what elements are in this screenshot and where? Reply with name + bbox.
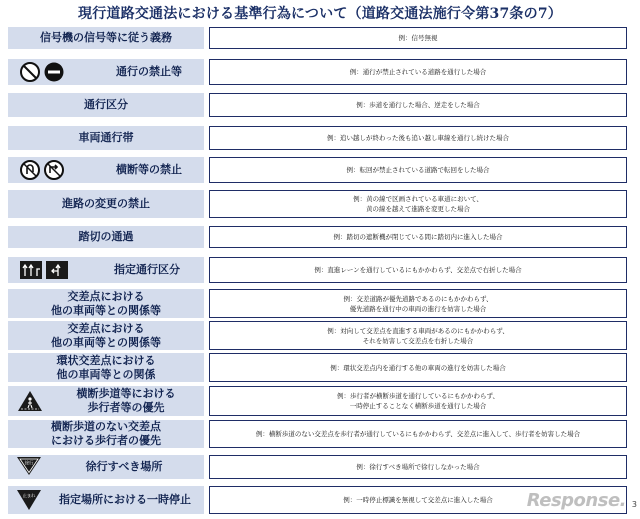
rule-label: 信号機の信号等に従う義務 (8, 27, 204, 49)
rule-label: 通行の禁止等 (8, 59, 204, 85)
rule-example: 例：歩行者が横断歩道を通行しているにもかかわらず、 一時停止することなく横断歩道を通行した場合 (209, 386, 627, 416)
rule-label: 車両通行帯 (8, 126, 204, 150)
rule-label: 踏切の通過 (8, 226, 204, 248)
rule-example: 例：直進レーンを通行しているにもかかわらず、交差点で右折した場合 (209, 257, 627, 283)
rule-label: 指定通行区分 (8, 257, 204, 283)
rule-label: 横断歩道等における 歩行者等の優先 (8, 386, 204, 416)
rule-label: 指定場所における一時停止 (8, 486, 204, 514)
lane-direction-sign-icon (20, 261, 42, 279)
no-vehicles-sign-icon (44, 62, 64, 82)
rule-example: 例：交差道路が優先道路であるのにもかかわらず、 優先道路を通行中の車両の進行を妨害した場合 (209, 289, 627, 318)
rule-label: 横断歩道のない交差点 における歩行者の優先 (8, 420, 204, 448)
rule-label: 徐行すべき場所 (8, 455, 204, 479)
svg-text:徐行: 徐行 (24, 461, 34, 467)
rule-example: 例：歩道を通行した場合、逆走をした場合 (209, 93, 627, 117)
rule-example: 例：転回が禁止されている道路で転回をした場合 (209, 157, 627, 183)
rule-example: 例：踏切の遮断機が閉じている間に踏切内に進入した場合 (209, 226, 627, 248)
no-u-turn-sign-icon (20, 160, 40, 180)
rule-label: 横断等の禁止 (8, 157, 204, 183)
stop-sign-icon (16, 489, 42, 511)
rule-example: 例：追い越しが終わった後も追い越し車線を通行し続けた場合 (209, 126, 627, 150)
rule-label: 交差点における 他の車両等との関係等 (8, 289, 204, 318)
rule-example: 例：環状交差点内を通行する他の車両の進行を妨害した場合 (209, 353, 627, 382)
rule-example: 例：通行が禁止されている道路を通行した場合 (209, 59, 627, 85)
rule-example: 例：信号無視 (209, 27, 627, 49)
rule-example: 例：横断歩道のない交差点を歩行者が通行しているにもかかわらず、交差点に進入して、歩行者を妨害した場合 (209, 420, 627, 448)
response-watermark-logo: Response. (526, 490, 626, 511)
rule-label: 環状交差点における 他の車両等との関係 (8, 353, 204, 382)
page-title: 現行道路交通法における基準行為について（道路交通法施行令第37条の7） (78, 6, 562, 22)
no-entry-sign-icon (20, 62, 40, 82)
rule-label: 交差点における 他の車両等との関係等 (8, 321, 204, 350)
rule-example: 例：黄の線で区画されている車道において、 黄の線を越えて進路を変更した場合 (209, 190, 627, 218)
rule-label: 通行区分 (8, 93, 204, 117)
rule-example: 例：対向して交差点を直進する車両があるのにもかかわらず、 それを妨害して交差点を右折した場合 (209, 321, 627, 350)
crosswalk-sign-icon (17, 390, 43, 412)
rule-label: 進路の変更の禁止 (8, 190, 204, 218)
rule-example: 例：徐行すべき場所で徐行しなかった場合 (209, 455, 627, 479)
page-number: 3 (631, 500, 637, 509)
slow-down-sign-icon (16, 456, 42, 476)
rule-example: 例：一時停止標識を無視して交差点に進入した場合 (209, 486, 627, 514)
no-crossing-sign-icon (44, 160, 64, 180)
svg-text:止まれ: 止まれ (22, 493, 36, 498)
lane-turn-sign-icon (46, 261, 68, 279)
